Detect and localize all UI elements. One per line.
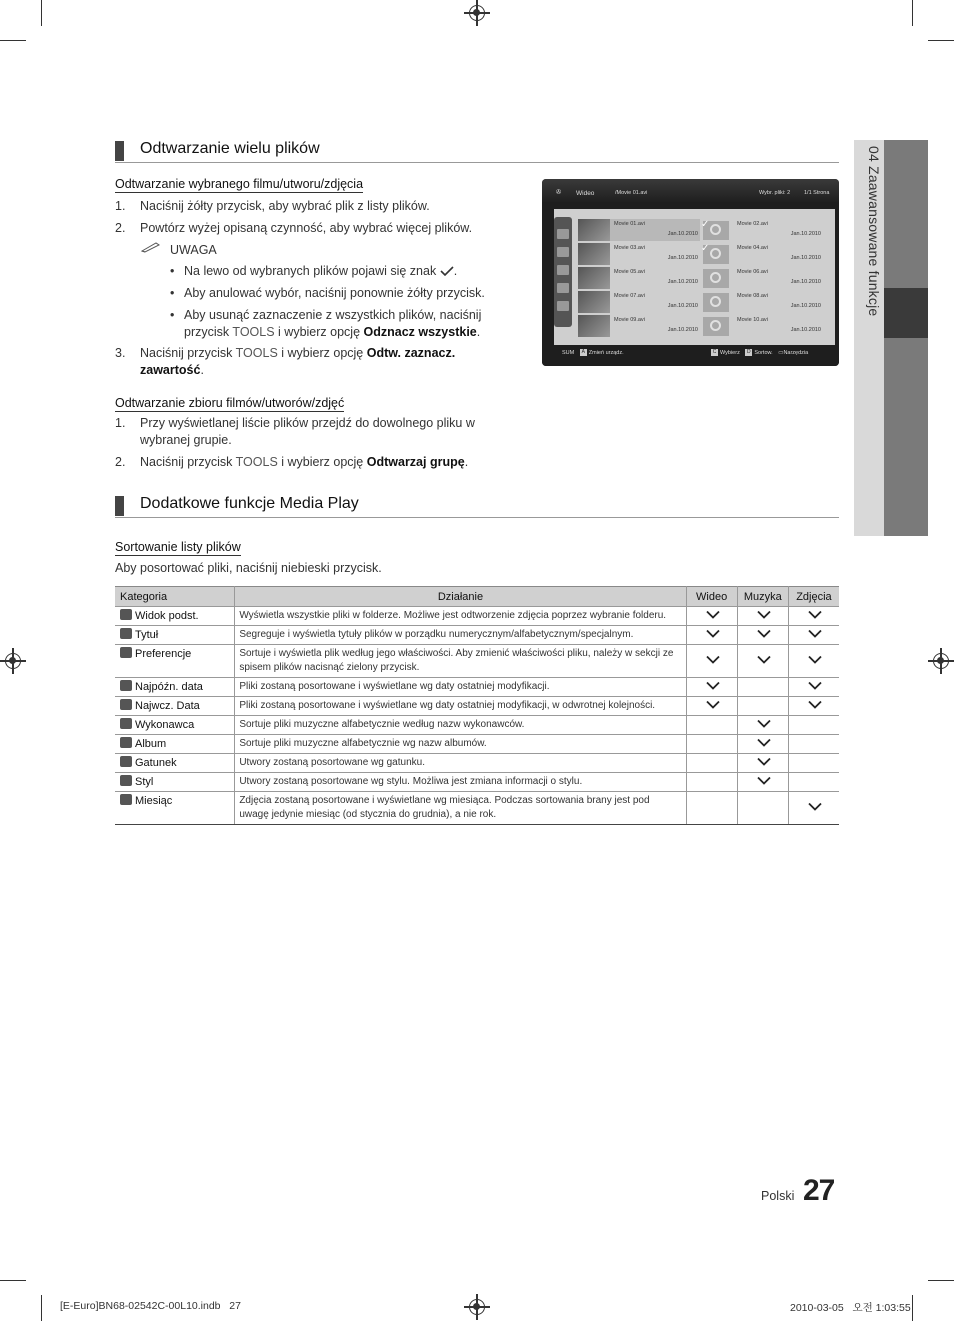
chapter-label: 04 Zaawansowane funkcje	[866, 146, 882, 317]
music-support-cell	[737, 716, 788, 735]
music-support-cell	[737, 626, 788, 645]
check-icon	[706, 655, 718, 663]
subsection-title: Odtwarzanie wybranego filmu/utworu/zdjęcia	[115, 177, 364, 191]
description-cell: Wyświetla wszystkie pliki w folderze. Możliwe jest odtworzenie zdjęcia poprzez wybranie folderu.	[235, 607, 686, 626]
photo-support-cell	[788, 626, 839, 645]
photo-support-cell	[788, 678, 839, 697]
step-text: Naciśnij przycisk TOOLS i wybierz opcję Odtwarzaj grupę.	[140, 455, 469, 469]
category-cell	[115, 607, 235, 626]
film-reel-icon	[703, 269, 729, 288]
check-icon	[808, 629, 820, 637]
check-icon	[757, 776, 769, 784]
category-cell	[115, 773, 235, 792]
step-number: 3.	[115, 346, 126, 360]
check-icon	[757, 629, 769, 637]
selected-count: Wybr. pliki: 2	[759, 190, 791, 196]
category-label: Styl	[135, 776, 154, 788]
bottom-right-hints	[711, 349, 808, 356]
music-support-cell	[737, 607, 788, 626]
check-icon	[757, 719, 769, 727]
check-icon	[808, 700, 820, 708]
side-tab-block	[884, 140, 928, 288]
file-tile[interactable]	[701, 315, 823, 337]
registration-mark-icon	[469, 5, 485, 21]
check-icon	[440, 264, 454, 281]
bullet-icon: •	[170, 308, 175, 322]
category-label: Wykonawca	[135, 719, 195, 731]
table-row	[115, 773, 839, 792]
crop-mark	[41, 0, 42, 26]
file-tile[interactable]	[578, 315, 700, 337]
check-icon	[757, 757, 769, 765]
step-number: 2.	[115, 455, 126, 469]
note-pencil-icon	[141, 240, 161, 258]
video-support-cell	[686, 626, 737, 645]
page-indicator: 1/1 Strona	[804, 190, 830, 196]
select-label: Wybierz	[720, 349, 740, 356]
category-cell	[115, 697, 235, 716]
description-cell: Sortuje pliki muzyczne alfabetycznie wg nazw albumów.	[235, 735, 686, 754]
music-support-cell	[737, 735, 788, 754]
registration-mark-icon	[5, 653, 21, 669]
file-date: Jan.10.2010	[667, 255, 698, 261]
video-support-cell	[686, 735, 737, 754]
crop-mark	[928, 1280, 954, 1281]
table-row	[115, 697, 839, 716]
key-d-icon: D	[747, 349, 751, 355]
bullet-icon: •	[170, 264, 175, 278]
category-icon	[557, 283, 569, 293]
category-icon	[120, 775, 132, 786]
option-name: Odznacz wszystkie	[363, 325, 477, 339]
photo-support-cell	[788, 697, 839, 716]
step-text: Powtórz wyżej opisaną czynność, aby wybrać więcej plików.	[140, 221, 473, 235]
section-heading	[115, 495, 839, 518]
file-tile[interactable]	[578, 267, 700, 289]
category-cell	[115, 678, 235, 697]
video-support-cell	[686, 678, 737, 697]
category-icon	[120, 628, 132, 639]
heading-bar	[115, 141, 124, 161]
video-support-cell	[686, 716, 737, 735]
category-label: Miesiąc	[135, 795, 173, 807]
category-cell	[115, 792, 235, 825]
description-cell: Zdjęcia zostaną posortowane i wyświetlane wg miesiąca. Podczas sortowania brany jest pod uwagę jedynie miesiąc (od stycznia do grudnia), a nie rok.	[235, 792, 686, 825]
key-c-icon: C	[712, 349, 717, 355]
category-cell	[115, 754, 235, 773]
chapter-side-tab	[854, 140, 928, 536]
file-date: Jan.10.2010	[667, 231, 698, 237]
video-support-cell	[686, 754, 737, 773]
file-name: Movie 05.avi	[614, 269, 645, 275]
column-header: Zdjęcia	[788, 587, 839, 607]
music-support-cell	[737, 697, 788, 716]
subsection-title: Sortowanie listy plików	[115, 540, 241, 554]
crop-mark	[928, 40, 954, 41]
file-date: Jan.10.2010	[790, 327, 821, 333]
file-name: Movie 01.avi	[614, 221, 645, 227]
column-header: Wideo	[686, 587, 737, 607]
video-support-cell	[686, 607, 737, 626]
description-cell: Utwory zostaną posortowane wg gatunku.	[235, 754, 686, 773]
category-icon	[120, 756, 132, 767]
file-tile[interactable]	[578, 243, 700, 265]
photo-support-cell	[788, 754, 839, 773]
step-text-b: i wybierz opcję	[281, 455, 364, 469]
photo-support-cell	[788, 645, 839, 678]
crop-mark	[0, 40, 26, 41]
side-tab-block	[884, 338, 928, 536]
music-support-cell	[737, 792, 788, 825]
heading-bar	[115, 496, 124, 516]
bullet-text-3b: i wybierz opcję	[278, 325, 361, 339]
video-support-cell	[686, 773, 737, 792]
category-icon	[557, 301, 569, 311]
check-icon	[757, 610, 769, 618]
screen-title: Wideo	[576, 190, 595, 197]
registration-mark-icon	[933, 653, 949, 669]
table-row	[115, 645, 839, 678]
category-icon	[557, 229, 569, 239]
tools-key: TOOLS	[235, 455, 278, 469]
video-support-cell	[686, 697, 737, 716]
category-icon	[120, 609, 132, 620]
intro-text: Aby posortować pliki, naciśnij niebieski przycisk.	[115, 561, 382, 575]
description-cell: Segreguje i wyświetla tytuły plików w porządku numerycznym/alfabetycznym/specjalnym.	[235, 626, 686, 645]
photo-support-cell	[788, 792, 839, 825]
photo-support-cell	[788, 773, 839, 792]
sort-label: Sortow.	[754, 349, 773, 356]
table-row	[115, 754, 839, 773]
file-date: Jan.10.2010	[790, 279, 821, 285]
file-date: Jan.10.2010	[667, 303, 698, 309]
file-name: Movie 08.avi	[737, 293, 768, 299]
note-label: UWAGA	[170, 243, 217, 257]
step-number: 1.	[115, 199, 126, 213]
video-thumbnail	[578, 315, 610, 337]
step-text-a: Naciśnij przycisk	[140, 455, 233, 469]
section-title: Odtwarzanie wielu plików	[140, 140, 320, 157]
footer-language: Polski	[761, 1189, 795, 1203]
category-icon	[120, 680, 132, 691]
photo-support-cell	[788, 735, 839, 754]
file-tile[interactable]	[701, 267, 823, 289]
category-label: Tytuł	[135, 629, 159, 641]
check-icon	[706, 610, 718, 618]
file-tile[interactable]	[701, 291, 823, 313]
file-date: Jan.10.2010	[790, 255, 821, 261]
section-heading	[115, 140, 839, 163]
step-number: 2.	[115, 221, 126, 235]
file-tile[interactable]	[578, 219, 700, 241]
file-date: Jan.10.2010	[790, 231, 821, 237]
file-name: Movie 02.avi	[737, 221, 768, 227]
table-row	[115, 678, 839, 697]
file-name: Movie 10.avi	[737, 317, 768, 323]
crop-mark	[41, 1295, 42, 1321]
sum-label: SUM	[562, 349, 575, 356]
print-timestamp: 2010-03-05 오전 1:03:55	[790, 1302, 911, 1314]
tools-icon: ▭	[778, 349, 784, 356]
category-cell	[115, 645, 235, 678]
file-tile[interactable]	[701, 219, 823, 241]
file-name: Movie 04.avi	[737, 245, 768, 251]
music-support-cell	[737, 678, 788, 697]
column-header: Działanie	[235, 587, 686, 607]
table-row	[115, 792, 839, 825]
category-label: Preferencje	[135, 648, 192, 660]
description-cell: Utwory zostaną posortowane wg stylu. Możliwa jest zmiana informacji o stylu.	[235, 773, 686, 792]
print-file-name: [E-Euro]BN68-02542C-00L10.indb 27	[60, 1300, 241, 1312]
description-cell: Pliki zostaną posortowane i wyświetlane wg daty ostatniej modyfikacji.	[235, 678, 686, 697]
file-tile[interactable]	[701, 243, 823, 265]
tools-label: Narzędzia	[783, 349, 809, 356]
bullet-icon: •	[170, 286, 175, 300]
film-reel-icon	[703, 293, 729, 312]
column-header: Muzyka	[737, 587, 788, 607]
music-support-cell	[737, 645, 788, 678]
category-icon	[557, 247, 569, 257]
change-device-label: Zmień urządz.	[588, 349, 624, 356]
media-play-screenshot	[542, 179, 839, 366]
video-thumbnail	[578, 243, 610, 265]
category-label: Najwcz. Data	[135, 700, 200, 712]
check-icon	[808, 681, 820, 689]
film-reel-icon	[703, 317, 729, 336]
page-number: 27	[803, 1174, 835, 1207]
bullet-text-3a: Aby usunąć zaznaczenie z wszystkich plików, naciśnij przycisk	[184, 308, 482, 339]
column-header: Kategoria	[115, 587, 235, 607]
check-icon	[757, 738, 769, 746]
category-label: Album	[135, 738, 167, 750]
step-text: Przy wyświetlanej liście plików przejdź do dowolnego pliku w wybranej grupie.	[140, 416, 475, 447]
screen-path: /Movie 01.avi	[615, 190, 648, 196]
photo-support-cell	[788, 607, 839, 626]
check-icon	[808, 610, 820, 618]
video-icon: ✇	[556, 189, 562, 196]
table-row	[115, 626, 839, 645]
section-title: Dodatkowe funkcje Media Play	[140, 495, 359, 512]
table-row	[115, 607, 839, 626]
file-tile[interactable]	[578, 291, 700, 313]
file-name: Movie 07.avi	[614, 293, 645, 299]
category-icon	[557, 265, 569, 275]
category-icon	[120, 737, 132, 748]
bullet-text-1: Na lewo od wybranych plików pojawi się znak	[184, 264, 437, 278]
category-cell	[115, 716, 235, 735]
description-cell: Sortuje i wyświetla plik według jego właściwości. Aby zmienić właściwości pliku, należy w sekcji ze spisem plików nacisnąć zielony przycisk.	[235, 645, 686, 678]
category-icon	[120, 699, 132, 710]
registration-mark-icon	[469, 1299, 485, 1315]
description-cell: Pliki zostaną posortowane i wyświetlane wg daty ostatniej modyfikacji, w odwrotnej kolejności.	[235, 697, 686, 716]
category-icon	[120, 647, 132, 658]
check-icon	[706, 700, 718, 708]
check-icon	[808, 802, 820, 810]
file-name: Movie 09.avi	[614, 317, 645, 323]
music-support-cell	[737, 773, 788, 792]
category-label: Najpóźn. data	[135, 681, 203, 693]
side-tab-current	[884, 288, 928, 338]
bullet-text: Aby anulować wybór, naciśnij ponownie żółty przycisk.	[184, 286, 485, 300]
check-icon	[757, 655, 769, 663]
step3-text-b: i wybierz opcję	[281, 346, 364, 360]
bullet-text: Aby usunąć zaznaczenie z wszystkich plików, naciśnij przycisk TOOLS i wybierz opcję Odznacz wszystkie.	[184, 308, 482, 339]
file-date: Jan.10.2010	[790, 303, 821, 309]
music-support-cell	[737, 754, 788, 773]
selected-check-icon: ✓	[701, 219, 710, 230]
option-name: Odtw. zaznacz. zawartość	[140, 346, 456, 377]
crop-mark	[912, 1295, 913, 1321]
table-row	[115, 716, 839, 735]
file-date: Jan.10.2010	[667, 279, 698, 285]
check-icon	[808, 655, 820, 663]
table-header-row	[115, 587, 839, 607]
check-icon	[706, 681, 718, 689]
bullet-text: Na lewo od wybranych plików pojawi się znak .	[184, 263, 524, 281]
key-a-icon: A	[581, 349, 585, 355]
video-support-cell	[686, 645, 737, 678]
crop-mark	[912, 0, 913, 26]
option-name: Odtwarzaj grupę	[366, 455, 465, 469]
category-cell	[115, 626, 235, 645]
category-label: Gatunek	[135, 757, 177, 769]
step3-text-a: Naciśnij przycisk	[140, 346, 233, 360]
video-thumbnail	[578, 291, 610, 313]
sort-options-table	[115, 586, 839, 825]
table-row	[115, 735, 839, 754]
tools-key: TOOLS	[232, 325, 275, 339]
category-cell	[115, 735, 235, 754]
photo-support-cell	[788, 716, 839, 735]
description-cell: Sortuje pliki muzyczne alfabetycznie według nazw wykonawców.	[235, 716, 686, 735]
tools-key: TOOLS	[235, 346, 278, 360]
category-sidebar	[554, 217, 572, 327]
file-date: Jan.10.2010	[667, 327, 698, 333]
step-number: 1.	[115, 416, 126, 430]
category-icon	[120, 794, 132, 805]
subsection-title: Odtwarzanie zbioru filmów/utworów/zdjęć	[115, 396, 345, 410]
video-thumbnail	[578, 267, 610, 289]
video-support-cell	[686, 792, 737, 825]
check-icon	[706, 629, 718, 637]
category-label: Widok podst.	[135, 610, 199, 622]
video-thumbnail	[578, 219, 610, 241]
selected-check-icon: ✓	[701, 243, 710, 254]
step-text: Naciśnij żółty przycisk, aby wybrać plik z listy plików.	[140, 199, 430, 213]
file-name: Movie 06.avi	[737, 269, 768, 275]
step-text: Naciśnij przycisk TOOLS i wybierz opcję Odtw. zaznacz. zawartość.	[140, 346, 456, 377]
bottom-left-hint	[562, 349, 624, 356]
crop-mark	[0, 1280, 26, 1281]
category-icon	[120, 718, 132, 729]
file-name: Movie 03.avi	[614, 245, 645, 251]
